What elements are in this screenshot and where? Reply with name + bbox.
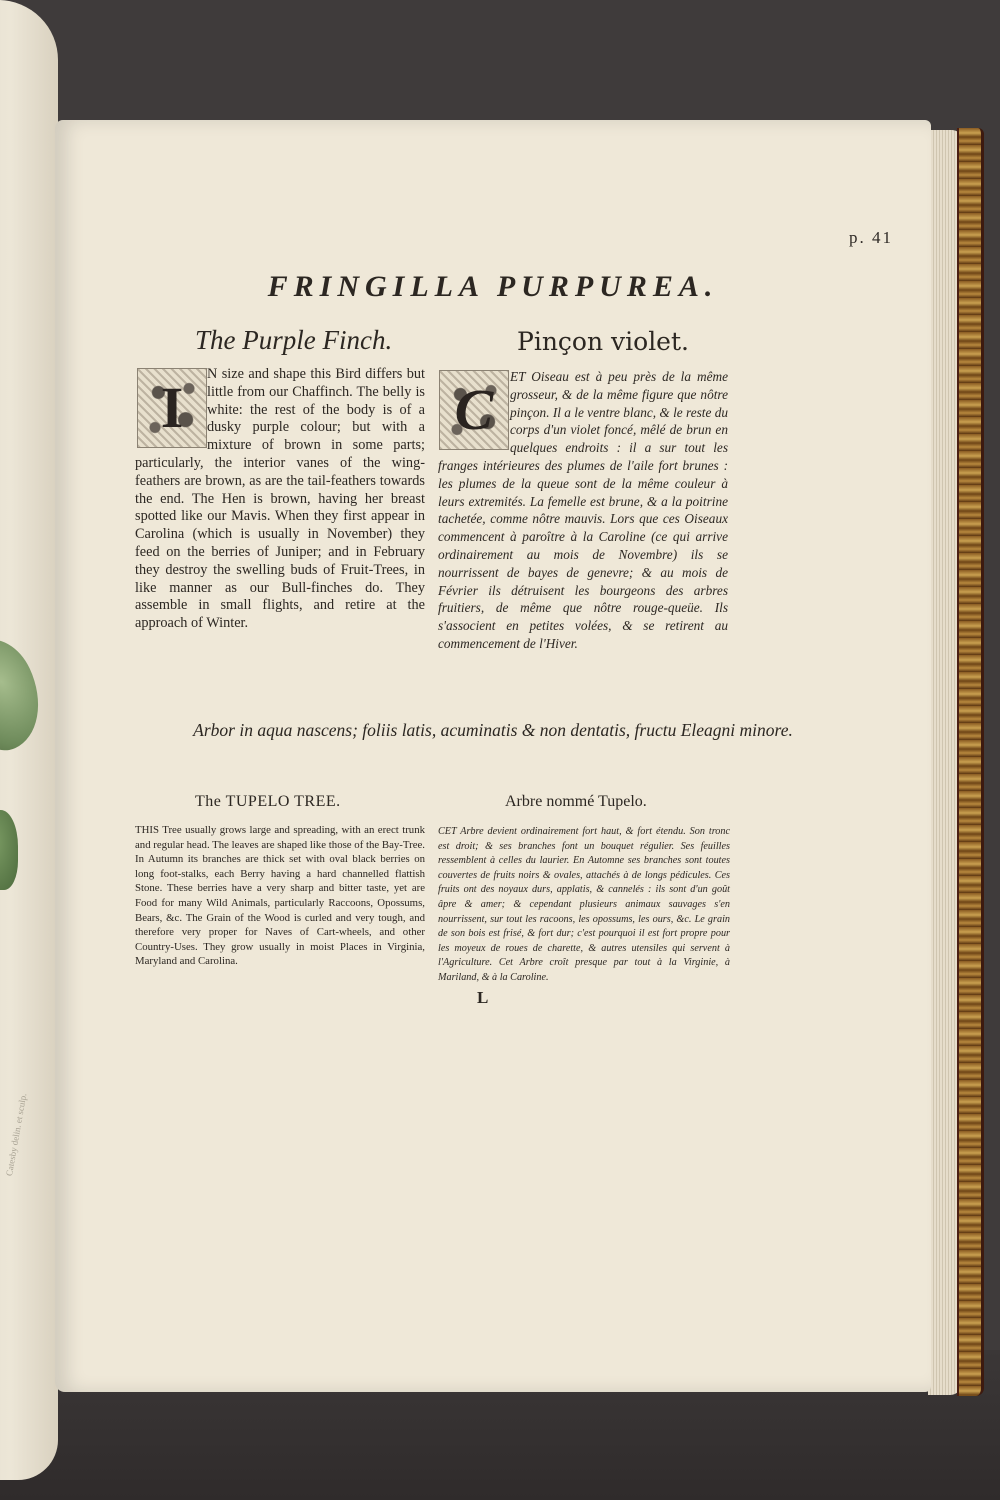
gilt-binding-edge	[957, 128, 984, 1396]
tree-french-body: CET Arbre devient ordinairement fort haut, & fort étendu. Son tronc est droit; & ses branches font un bouquet régulier. Ses feuilles ressemblent à celles du laurier. En Automne ses branches sont toutes couvertes de fruits noirs & ovales, attachés à de longs pédicules. Ces fruits ont des noyaux durs, applatis, & cannelés : ils sont d'un goût âpre & amer; & cependant plusieurs animaux sauvages s'en nourrissent, sur tout les racoons, les opossums, les ours, &c. Le grain de son bois est frisé, & fort dur; c'est pourquoi il est fort propre pour les moyeux de roues de charette, & autres utensiles qui servent à l'Agriculture. Cet Arbre croît presque par tout à la Virginie, à Mariland, & à la Caroline.	[438, 826, 730, 983]
tree-french-heading: Arbre nommé Tupelo.	[505, 793, 647, 810]
bird-french-body: ET Oiseau est à peu près de la même grosseur, & de la même figure que nôtre pinçon. Il a le ventre blanc, & le reste du corps d'un violet foncé, mêlé de brun en quelques endroits : il a sur tout les franges intérieures des plumes de l'aile fort brunes : les plumes de la queue sont de la même couleur à leurs extremités. La femelle est brune, & a la poitrine tachetée, comme nôtre mauvis. Lors que ces Oiseaux commencent à paroître à la Caroline (ce qui arrive ordinairement au mois de Novembre) ils se nourrissent de bayes de genevre; & au mois de Février ils détruisent les bourgeons des arbres fruitiers, de même que nôtre rouge-queüe. Ils s'associent en petites volées, & se retirent au commencement de l'Hiver.	[438, 369, 728, 651]
tree-latin-name: Arbor in aqua nascens; foliis latis, acuminatis & non dentatis, fructu Eleagni minore.	[193, 720, 793, 740]
plate-engraver-caption: Catesby delin. et sculp.	[4, 1092, 29, 1177]
bird-french-heading: Pinçon violet.	[517, 327, 689, 356]
signature-mark: L	[477, 988, 489, 1007]
bird-english-heading: The Purple Finch.	[195, 325, 393, 355]
ornamental-dropcap: C	[439, 370, 509, 450]
ornamental-dropcap: I	[137, 368, 207, 448]
tree-english-body: THIS Tree usually grows large and spreading, with an erect trunk and regular head. The leaves are shaped like those of the Bay-Tree. In Autumn its branches are thick set with oval black berries on long foot-stalks, each Berry having a hard channelled flattish Stone. These berries have a very sharp and bitter taste, yet are Food for many Wild Animals, particularly Raccoons, Opossums, Bears, &c. The Grain of the Wood is curled and very tough, and therefore very proper for Naves of Cart-wheels, and other Country-Uses. They grow usually in moist Places in Virginia, Maryland and Carolina.	[135, 824, 425, 968]
page-title: FRINGILLA PURPUREA.	[267, 270, 719, 303]
page-number: p. 41	[849, 228, 893, 247]
bird-english-body: N size and shape this Bird differs but little from our Chaffinch. The belly is white: the rest of the body is of a dusky purple colour; but with a mixture of brown in some parts; particularly, the interior vanes of the wing-feathers are brown, as are the tail-feathers towards the end. The Hen is brown, having her breast spotted like our Mavis. When they first appear in Carolina (which is usually in November) they feed on the berries of Juniper; and in February they destroy the swelling buds of Fruit-Trees, in like manner as our Bull-finches do. They assemble in small flights, and retire at the approach of Winter.	[135, 366, 425, 632]
text-page	[55, 120, 931, 1392]
tree-english-heading: The TUPELO TREE.	[195, 793, 341, 810]
